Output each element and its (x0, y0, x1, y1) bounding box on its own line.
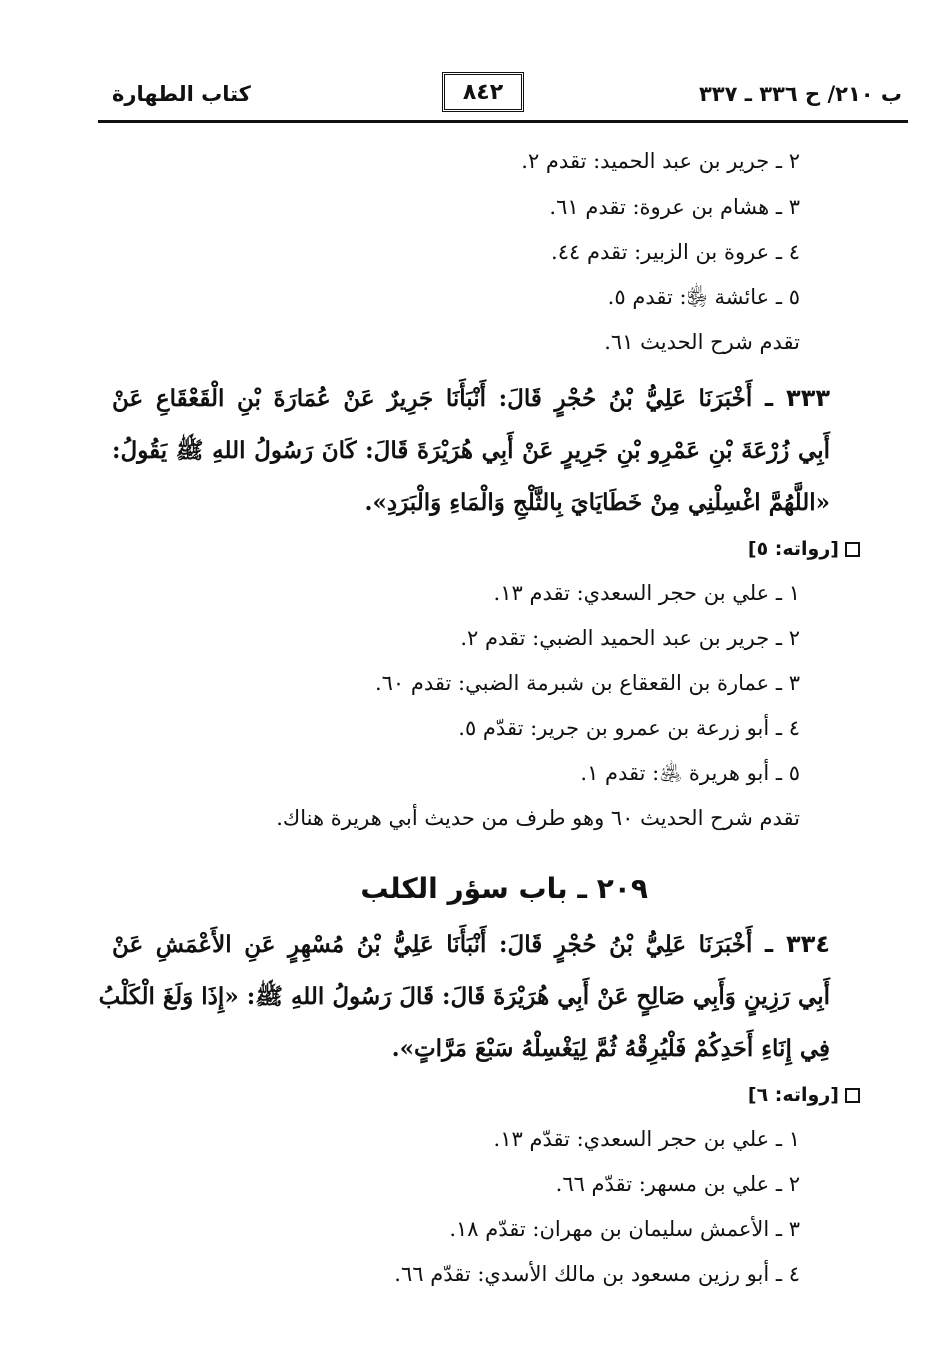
hadith-333-number: ٣٣٣ ـ (764, 384, 830, 412)
hadith-334-rowat-heading (748, 1084, 860, 1106)
hadith-334-narrator-1: ١ ـ علي بن حجر السعدي: تقدّم ١٣. (493, 1127, 800, 1151)
hadith-334-line-3: فِي إِنَاءِ أَحَدِكُمْ فَلْيُرِقْهُ ثُمَّ لِيَغْسِلْهُ سَبْعَ مَرَّاتٍ». (391, 1035, 830, 1062)
hadith-333-line-1: ٣٣٣ ـ أَخْبَرَنَا عَلِيُّ بْنُ حُجْرٍ قَالَ: أَنْبَأَنَا جَرِيرٌ عَنْ عُمَارَةَ بْنِ الْقَعْقَاعِ عَنْ (112, 384, 830, 412)
header-reference: ب ٢١٠/ ح ٣٣٦ ـ ٣٣٧ (698, 82, 902, 106)
hadith-333-narrator-4: ٤ ـ أبو زرعة بن عمرو بن جرير: تقدّم ٥. (458, 716, 800, 740)
hadith-333-text (112, 372, 830, 529)
hadith-334-narrator-2: ٢ ـ علي بن مسهر: تقدّم ٦٦. (555, 1172, 800, 1196)
hadith-334-line-2: أَبِي رَزِينٍ وَأَبِي صَالِحٍ عَنْ أَبِي هُرَيْرَةَ قَالَ: قَالَ رَسُولُ اللهِ ﷺ: «إِذَا وَلَغَ الْكَلْبُ (98, 983, 830, 1010)
header-divider (98, 120, 908, 123)
page-number: ٨٤٢ (462, 79, 504, 105)
hadith-333-sharh-note: تقدم شرح الحديث ٦٠ وهو طرف من حديث أبي هريرة هناك. (276, 806, 800, 830)
prev-narrator-3: ٣ ـ هشام بن عروة: تقدم ٦١. (549, 195, 800, 219)
prev-narrator-2: ٢ ـ جرير بن عبد الحميد: تقدم ٢. (521, 149, 800, 173)
hadith-334-text (98, 918, 830, 1075)
hadith-333-narrator-3: ٣ ـ عمارة بن القعقاع بن شبرمة الضبي: تقدم ٦٠. (374, 671, 800, 695)
page-number-box (442, 72, 524, 112)
hadith-334-narrator-4: ٤ ـ أبو رزين مسعود بن مالك الأسدي: تقدّم ٦٦. (394, 1262, 800, 1286)
prev-sharh-note: تقدم شرح الحديث ٦١. (604, 330, 800, 354)
bab-title: ٢٠٩ ـ باب سؤر الكلب (360, 872, 648, 905)
rowat-heading-text: [رواته: ٥] (747, 538, 839, 560)
hadith-333-rowat-heading (748, 538, 860, 560)
hadith-334-narrator-3: ٣ ـ الأعمش سليمان بن مهران: تقدّم ١٨. (449, 1217, 800, 1241)
hadith-334-line-1: ٣٣٤ ـ أَخْبَرَنَا عَلِيُّ بْنُ حُجْرٍ قَالَ: أَنْبَأَنَا عَلِيُّ بْنُ مُسْهِرٍ عَنِ الأَعْمَشِ عَنْ (112, 930, 830, 958)
square-bullet-icon (845, 542, 860, 557)
prev-narrator-4: ٤ ـ عروة بن الزبير: تقدم ٤٤. (551, 240, 800, 264)
hadith-333-line-2: أَبِي زُرْعَةَ بْنِ عَمْرِو بْنِ جَرِيرٍ عَنْ أَبِي هُرَيْرَةَ قَالَ: كَانَ رَسُولُ اللهِ ﷺ يَقُولُ: (112, 437, 830, 464)
header-book-title: كتاب الطهارة (112, 82, 251, 106)
hadith-333-narrator-5: ٥ ـ أبو هريرة ﵁: تقدم ١. (580, 761, 800, 785)
hadith-333-narrator-1: ١ ـ علي بن حجر السعدي: تقدم ١٣. (493, 581, 800, 605)
prev-narrator-5: ٥ ـ عائشة ﵂: تقدم ٥. (607, 285, 800, 309)
square-bullet-icon (845, 1088, 860, 1103)
rowat-heading-text: [رواته: ٦] (747, 1084, 839, 1106)
hadith-334-number: ٣٣٤ ـ (764, 930, 830, 958)
hadith-333-line-3: «اللَّهُمَّ اغْسِلْنِي مِنْ خَطَايَايَ بِالثَّلْجِ وَالْمَاءِ وَالْبَرَدِ». (364, 489, 830, 516)
hadith-333-narrator-2: ٢ ـ جرير بن عبد الحميد الضبي: تقدم ٢. (460, 626, 800, 650)
